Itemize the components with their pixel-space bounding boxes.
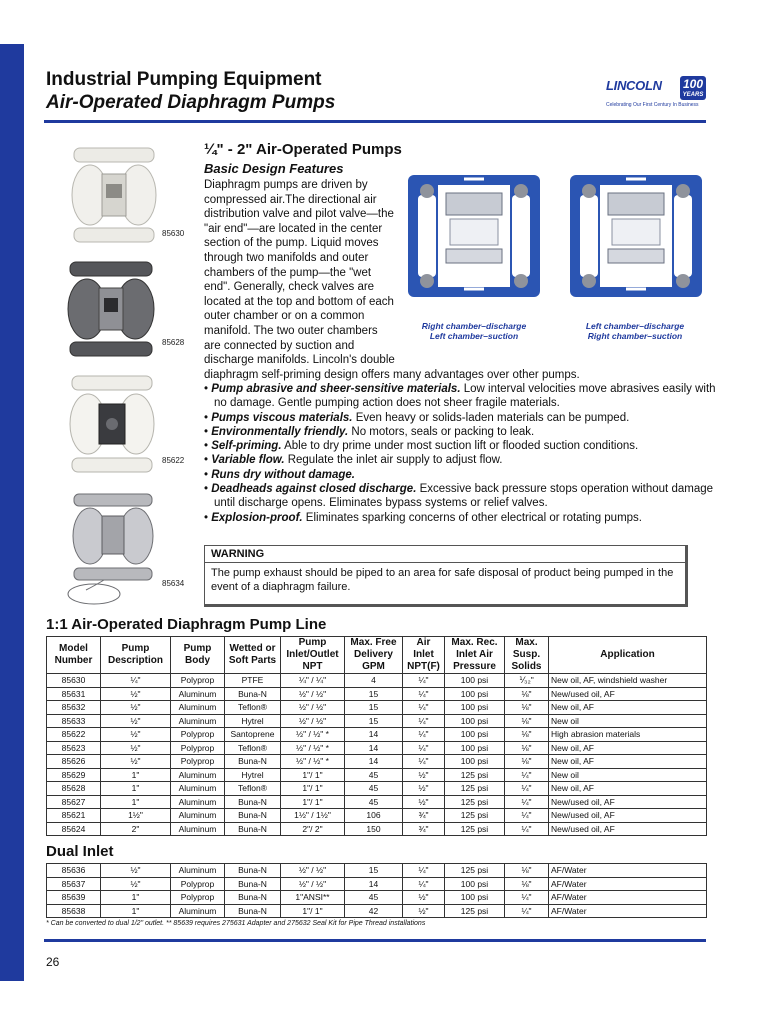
feature-item: • Variable flow. Regulate the inlet air supply to adjust flow. (204, 454, 503, 467)
table-cell: Hytrel (225, 714, 281, 728)
intro-text: Diaphragm pumps are driven by compressed air.The directional air distribution valve and pilot valve—the "air end"—are located in the center section of the pump. Liquid moves through two manifolds and outer chambers of the pump—the "wet end". Generally, check valves are located at the top and bottom of each outer chamber or on a common manifold. The two outer chambers are connected by suction and discharge manifolds. Lincoln's double diaphragm self-priming design offers many advantages over other pumps. (204, 179, 580, 381)
table-cell: Polyprop (171, 741, 225, 755)
table-cell: 85628 (47, 782, 101, 796)
table-cell: Polyprop (171, 755, 225, 769)
logo-badge-number: 100 (682, 77, 704, 91)
feature-list (204, 382, 716, 525)
column-header (403, 637, 445, 674)
pump-label-85622: 85622 (162, 456, 185, 465)
feature-text: Able to dry prime under most suction lift or flooded suction conditions. (281, 440, 639, 453)
table-cell: New/used oil, AF (549, 687, 707, 701)
table-cell: 85621 (47, 809, 101, 823)
table-cell: 15 (345, 687, 403, 701)
pump-photo-85630 (68, 144, 160, 246)
table-cell: 1" (101, 904, 171, 918)
table-cell: 1" (101, 891, 171, 905)
table-cell: 15 (345, 864, 403, 878)
table-cell: ½" (101, 741, 171, 755)
pump-label-85630: 85630 (162, 229, 185, 238)
table-cell: 14 (345, 877, 403, 891)
column-header-line: Inlet Air (456, 649, 493, 660)
table-cell: ⅛" (505, 864, 549, 878)
table-row (47, 674, 707, 688)
table-cell: Santoprene (225, 728, 281, 742)
table-cell: New/used oil, AF (549, 795, 707, 809)
table-cell: Buna-N (225, 891, 281, 905)
table-cell: Aluminum (171, 809, 225, 823)
table-cell: ¼" (505, 822, 549, 836)
table-cell: 100 psi (445, 728, 505, 742)
feature-item: • Self-priming. Able to dry prime under most suction lift or flooded suction conditions. (204, 440, 639, 453)
table-cell: 100 psi (445, 877, 505, 891)
table-cell: AF/Water (549, 904, 707, 918)
side-color-bar (0, 44, 24, 981)
table-row (47, 755, 707, 769)
column-header-line: Body (185, 655, 210, 666)
feature-item: • Explosion-proof. Eliminates sparking concerns of other electrical or rotating pumps. (204, 511, 643, 524)
column-header (345, 637, 403, 674)
feature-text: Excessive back pressure stops operation without damage until discharge opens. Eliminates bypass systems or relief valves. (214, 483, 714, 510)
section-title: ¼" - 2" Air-Operated Pumps (204, 141, 402, 158)
feature-lead: Pump abrasive and sheer-sensitive materials. (211, 383, 461, 395)
table-cell: 85622 (47, 728, 101, 742)
feature-lead: Runs dry without damage. (211, 468, 355, 481)
table-cell: New/used oil, AF (549, 809, 707, 823)
table-cell: 85638 (47, 904, 101, 918)
table-cell: Aluminum (171, 864, 225, 878)
column-header-line: Delivery (354, 649, 393, 660)
table-cell: 1" (101, 768, 171, 782)
dual-inlet-title: Dual Inlet (46, 843, 114, 860)
feature-lead: Explosion-proof. (211, 511, 303, 524)
column-header-line: Pressure (453, 661, 496, 672)
lincoln-logo (604, 76, 708, 110)
table-row (47, 728, 707, 742)
table-cell: ¼" (403, 701, 445, 715)
table-cell: ½" / ½" (281, 687, 345, 701)
table-cell: Aluminum (171, 714, 225, 728)
table-cell: AF/Water (549, 891, 707, 905)
table-cell: ⅛" (505, 728, 549, 742)
page-subtitle: Air-Operated Diaphragm Pumps (46, 92, 336, 113)
diagram-left-chamber-discharge (566, 171, 706, 301)
feature-text: Eliminates sparking concerns of other electrical or rotating pumps. (302, 511, 643, 524)
table-cell: 1"ANSI** (281, 891, 345, 905)
logo-wordmark: LINCOLN (606, 78, 662, 93)
table-cell: ¼" (505, 795, 549, 809)
table-cell: ⅛" (505, 755, 549, 769)
logo-tagline: Celebrating Our First Century In Business (606, 102, 699, 108)
table-cell: 125 psi (445, 782, 505, 796)
feature-lead: Environmentally friendly. (211, 425, 349, 438)
table-cell: New oil, AF (549, 755, 707, 769)
table-cell: 85632 (47, 701, 101, 715)
column-header-line: Max. (515, 637, 538, 648)
table-cell: 45 (345, 891, 403, 905)
table-cell: New oil (549, 714, 707, 728)
table-cell: 100 psi (445, 755, 505, 769)
warning-heading: WARNING (205, 546, 685, 563)
feature-item: • Deadheads against closed discharge. Excessive back pressure stops operation without damage until discharge opens. Eliminates bypass systems or relief valves. (204, 483, 714, 510)
table-cell: ¼" (403, 674, 445, 688)
table-row (47, 741, 707, 755)
column-header-line: Description (107, 655, 163, 666)
pump-photo-85622 (66, 372, 158, 476)
table-cell: Aluminum (171, 904, 225, 918)
table-cell: ½" / ½" * (281, 755, 345, 769)
table-cell: ¾" (403, 822, 445, 836)
table-cell: Aluminum (171, 795, 225, 809)
table-cell: ¼" (101, 674, 171, 688)
feature-item: • Pumps viscous materials. Even heavy or solids-laden materials can be pumped. (204, 411, 630, 424)
table-cell: High abrasion materials (549, 728, 707, 742)
diagram-caption-1-line-1: Right chamber–discharge (421, 321, 527, 331)
table-row (47, 768, 707, 782)
table-cell: Teflon® (225, 741, 281, 755)
table-cell: Teflon® (225, 782, 281, 796)
table-cell: Polyprop (171, 728, 225, 742)
column-header-line: Air (416, 637, 431, 648)
table-cell: ½" (403, 782, 445, 796)
column-header-line: Inlet/Outlet (286, 649, 339, 660)
feature-item: • Runs dry without damage. (204, 468, 355, 481)
table-cell: PTFE (225, 674, 281, 688)
diagram-right-chamber-discharge (404, 171, 544, 301)
table-row (47, 891, 707, 905)
column-header-line: GPM (362, 661, 385, 672)
logo-badge (680, 76, 706, 100)
feature-text: No motors, seals or packing to leak. (348, 425, 535, 438)
table-row (47, 904, 707, 918)
table-cell: 125 psi (445, 822, 505, 836)
dual-inlet-table (46, 863, 707, 918)
feature-text: Low interval velocities move abrasives easily with no damage. Gentle pumping action does not sheer fragile materials. (214, 383, 716, 410)
table-cell: 1"/ 1" (281, 795, 345, 809)
column-header (445, 637, 505, 674)
warning-text: The pump exhaust should be piped to an area for safe disposal of product being pumped in the event of a diaphragm failure. (211, 567, 674, 593)
table-cell: 85627 (47, 795, 101, 809)
table-header-row (47, 637, 707, 674)
column-header (281, 637, 345, 674)
diagram-caption-1 (404, 321, 544, 341)
table-cell: AF/Water (549, 864, 707, 878)
section-subtitle: Basic Design Features (204, 161, 344, 176)
table-cell: 14 (345, 755, 403, 769)
column-header-line: Application (600, 649, 655, 660)
feature-lead: Variable flow. (211, 454, 285, 467)
column-header-line: Number (54, 655, 93, 666)
table-cell: 125 psi (445, 795, 505, 809)
pump-line-table (46, 636, 707, 836)
table-cell: ½" (101, 728, 171, 742)
column-header (549, 637, 707, 674)
table-cell: Buna-N (225, 687, 281, 701)
column-header-line: Inlet (413, 649, 434, 660)
table-cell: Aluminum (171, 768, 225, 782)
table-cell: Buna-N (225, 822, 281, 836)
table-row (47, 822, 707, 836)
table-cell: 125 psi (445, 864, 505, 878)
table-row (47, 714, 707, 728)
table-cell: Buna-N (225, 809, 281, 823)
table-cell: ¼" (403, 728, 445, 742)
table-cell: Buna-N (225, 864, 281, 878)
table-cell: Buna-N (225, 795, 281, 809)
table-cell: Buna-N (225, 904, 281, 918)
table-cell: ½" / ½" (281, 877, 345, 891)
table-cell: 125 psi (445, 809, 505, 823)
pump-photo-85628 (64, 258, 158, 360)
column-header-line: Max. Rec. (451, 637, 498, 648)
table-cell: 85637 (47, 877, 101, 891)
table-row (47, 795, 707, 809)
table-cell: 85623 (47, 741, 101, 755)
table-row (47, 687, 707, 701)
feature-text: Even heavy or solids-laden materials can be pumped. (352, 411, 630, 424)
table-cell: 85633 (47, 714, 101, 728)
table-cell: 1"/ 1" (281, 768, 345, 782)
table-cell: ⅟₃₂" (505, 674, 549, 688)
table-cell: Aluminum (171, 782, 225, 796)
table-cell: 42 (345, 904, 403, 918)
table-cell: ¼" (403, 714, 445, 728)
table-cell: New oil, AF (549, 741, 707, 755)
column-header-line: Model (59, 643, 88, 654)
column-header (47, 637, 101, 674)
column-header-line: Pump (298, 637, 327, 648)
table-cell: Hytrel (225, 768, 281, 782)
table-cell: ½" (101, 864, 171, 878)
table-cell: New oil, AF (549, 782, 707, 796)
table-cell: Polyprop (171, 674, 225, 688)
table-cell: 106 (345, 809, 403, 823)
diagram-caption-2 (560, 321, 710, 341)
table-cell: ½" (101, 687, 171, 701)
table-cell: 100 psi (445, 741, 505, 755)
table-cell: ½" (403, 768, 445, 782)
table-cell: 125 psi (445, 904, 505, 918)
feature-item: • Pump abrasive and sheer-sensitive materials. Low interval velocities move abrasives easily with no damage. Gentle pumping action does not sheer fragile materials. (204, 383, 716, 410)
table-cell: ½" (403, 904, 445, 918)
table-cell: AF/Water (549, 877, 707, 891)
column-header-line: Soft Parts (228, 655, 277, 666)
table-cell: ¼" (505, 768, 549, 782)
table-row (47, 782, 707, 796)
table-cell: 1"/ 1" (281, 782, 345, 796)
header-rule (44, 120, 706, 123)
column-header-line: Max. Free (350, 637, 397, 648)
table-cell: ¼" (403, 864, 445, 878)
table-cell: 1" (101, 782, 171, 796)
table-cell: 85636 (47, 864, 101, 878)
table-cell: ½" (101, 755, 171, 769)
table-row (47, 701, 707, 715)
table-cell: Polyprop (171, 877, 225, 891)
table-cell: Buna-N (225, 877, 281, 891)
table-cell: New oil, AF (549, 701, 707, 715)
table-cell: New/used oil, AF (549, 822, 707, 836)
column-header (171, 637, 225, 674)
table-cell: 85629 (47, 768, 101, 782)
table-cell: 150 (345, 822, 403, 836)
table-row (47, 877, 707, 891)
table-cell: ½" / ½" (281, 701, 345, 715)
table-cell: 15 (345, 701, 403, 715)
table-cell: ¼" (403, 687, 445, 701)
table-cell: ¼" (403, 741, 445, 755)
table-cell: 85639 (47, 891, 101, 905)
table-cell: 15 (345, 714, 403, 728)
table-cell: ¼" (403, 877, 445, 891)
table-cell: ⅛" (505, 687, 549, 701)
table-title: 1:1 Air-Operated Diaphragm Pump Line (46, 616, 327, 633)
table-cell: ½" (403, 795, 445, 809)
table-cell: 1½" (101, 809, 171, 823)
table-cell: 85631 (47, 687, 101, 701)
table-cell: Buna-N (225, 755, 281, 769)
table-cell: ¼" (505, 809, 549, 823)
table-cell: Teflon® (225, 701, 281, 715)
feature-lead: Pumps viscous materials. (211, 411, 353, 424)
table-cell: ⅛" (505, 741, 549, 755)
table-cell: 2" (101, 822, 171, 836)
column-header-line: Pump (121, 643, 150, 654)
warning-box (204, 545, 688, 607)
table-row (47, 864, 707, 878)
feature-lead: Deadheads against closed discharge. (211, 483, 417, 496)
table-cell: 100 psi (445, 687, 505, 701)
table-cell: ½" / ½" (281, 864, 345, 878)
table-cell: 4 (345, 674, 403, 688)
feature-item: • Environmentally friendly. No motors, seals or packing to leak. (204, 425, 535, 438)
table-cell: ½" / ½" (281, 714, 345, 728)
page-title: Industrial Pumping Equipment (46, 69, 322, 90)
table-cell: 85624 (47, 822, 101, 836)
table-cell: ¼" (505, 904, 549, 918)
table-cell: 1½" / 1½" (281, 809, 345, 823)
footer-rule (44, 939, 706, 942)
table-cell: 2"/ 2" (281, 822, 345, 836)
table-cell: ¼" (505, 891, 549, 905)
table-footnote: * Can be converted to dual 1/2" outlet. ** 85639 requires 275631 Adapter and 275632 Seal Kit for Pipe Thread installations (46, 920, 426, 927)
logo-badge-years: YEARS (682, 92, 704, 98)
table-cell: 45 (345, 782, 403, 796)
table-cell: 14 (345, 741, 403, 755)
table-cell: Polyprop (171, 891, 225, 905)
table-cell: ½" / ½" * (281, 728, 345, 742)
table-cell: Aluminum (171, 701, 225, 715)
table-row (47, 809, 707, 823)
table-cell: 85626 (47, 755, 101, 769)
column-header-line: Solids (511, 661, 542, 672)
feature-text: Regulate the inlet air supply to adjust flow. (284, 454, 503, 467)
table-cell: ½" (101, 714, 171, 728)
table-cell: 1" (101, 795, 171, 809)
table-cell: ⅛" (505, 714, 549, 728)
table-cell: Aluminum (171, 687, 225, 701)
column-header-line: Wetted or (229, 643, 276, 654)
table-cell: New oil, AF, windshield washer (549, 674, 707, 688)
column-header (101, 637, 171, 674)
table-cell: New oil (549, 768, 707, 782)
column-header-line: Pump (183, 643, 212, 654)
table-cell: 45 (345, 795, 403, 809)
table-cell: 100 psi (445, 674, 505, 688)
diagram-caption-1-line-2: Left chamber–suction (429, 331, 519, 341)
pump-label-85628: 85628 (162, 338, 185, 347)
table-cell: 100 psi (445, 714, 505, 728)
table-cell: ½" (101, 701, 171, 715)
table-cell: ⅛" (505, 701, 549, 715)
table-cell: ⅛" (505, 877, 549, 891)
table-cell: ¼" (505, 782, 549, 796)
table-cell: Aluminum (171, 822, 225, 836)
column-header (505, 637, 549, 674)
table-cell: 100 psi (445, 701, 505, 715)
table-cell: ¼" / ¼" (281, 674, 345, 688)
feature-lead: Self-priming. (211, 440, 282, 453)
table-cell: ½" (101, 877, 171, 891)
pump-photo-85634 (64, 490, 160, 608)
table-cell: 85630 (47, 674, 101, 688)
column-header-line: NPT(F) (407, 661, 440, 672)
pump-label-85634: 85634 (162, 579, 185, 588)
table-cell: ½" / ½" * (281, 741, 345, 755)
table-cell: 45 (345, 768, 403, 782)
column-header-line: Susp. (512, 649, 541, 660)
page-number: 26 (46, 955, 60, 969)
table-cell: ½" (403, 891, 445, 905)
diagram-caption-2-line-1: Left chamber–discharge (585, 321, 685, 331)
table-cell: 14 (345, 728, 403, 742)
table-cell: ¾" (403, 809, 445, 823)
table-cell: 100 psi (445, 891, 505, 905)
table-cell: 1"/ 1" (281, 904, 345, 918)
diagram-caption-2-line-2: Right chamber–suction (587, 331, 683, 341)
column-header-line: NPT (302, 661, 323, 672)
column-header (225, 637, 281, 674)
table-cell: ¼" (403, 755, 445, 769)
table-cell: 125 psi (445, 768, 505, 782)
